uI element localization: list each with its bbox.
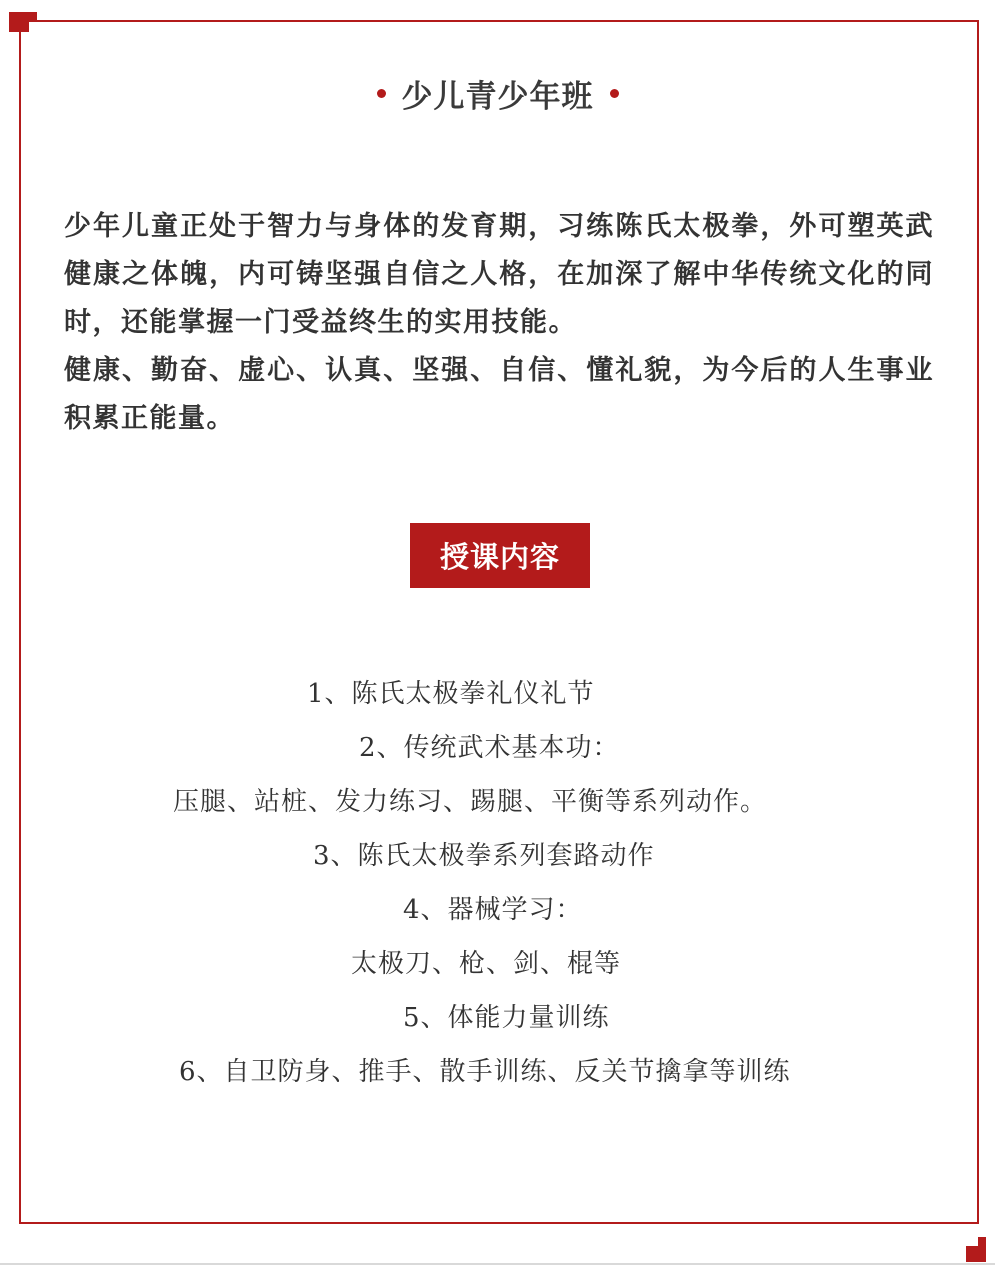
course-line-2: 2、传统武术基本功： [359, 733, 620, 763]
course-line-5: 4、器械学习： [403, 895, 583, 925]
course-line-8: 6、自卫防身、推手、散手训练、反关节擒拿等训练 [179, 1057, 791, 1087]
section-badge: 授课内容 [410, 523, 590, 588]
corner-ornament-top-left [9, 12, 29, 32]
bottom-divider [0, 1263, 995, 1265]
corner-ornament-bottom-right [966, 1246, 986, 1262]
course-line-7: 5、体能力量训练 [403, 1003, 610, 1033]
title-row [0, 68, 995, 118]
intro-paragraph-1: 少年儿童正处于智力与身体的发育期，习练陈氏太极拳，外可塑英武健康之体魄，内可铸坚强自信之人格，在加深了解中华传统文化的同时，还能掌握一门受益终生的实用技能。 [64, 211, 934, 338]
corner-ornament-bottom-right-small [978, 1237, 986, 1246]
intro-paragraph-2: 健康、勤奋、虚心、认真、坚强、自信、懂礼貌，为今后的人生事业积累正能量。 [64, 355, 934, 434]
intro-text [64, 203, 934, 443]
course-list [19, 667, 979, 1099]
title-dot-right-icon [610, 89, 619, 98]
page-title: 少儿青少年班 [401, 78, 594, 115]
corner-ornament-top-left-small [29, 12, 37, 21]
title-dot-left-icon [377, 89, 386, 98]
course-line-4: 3、陈氏太极拳系列套路动作 [313, 841, 655, 871]
course-line-6: 太极刀、枪、剑、棍等 [351, 949, 622, 979]
course-line-1: 1、陈氏太极拳礼仪礼节 [307, 679, 595, 709]
course-line-3: 压腿、站桩、发力练习、踢腿、平衡等系列动作。 [173, 787, 768, 817]
